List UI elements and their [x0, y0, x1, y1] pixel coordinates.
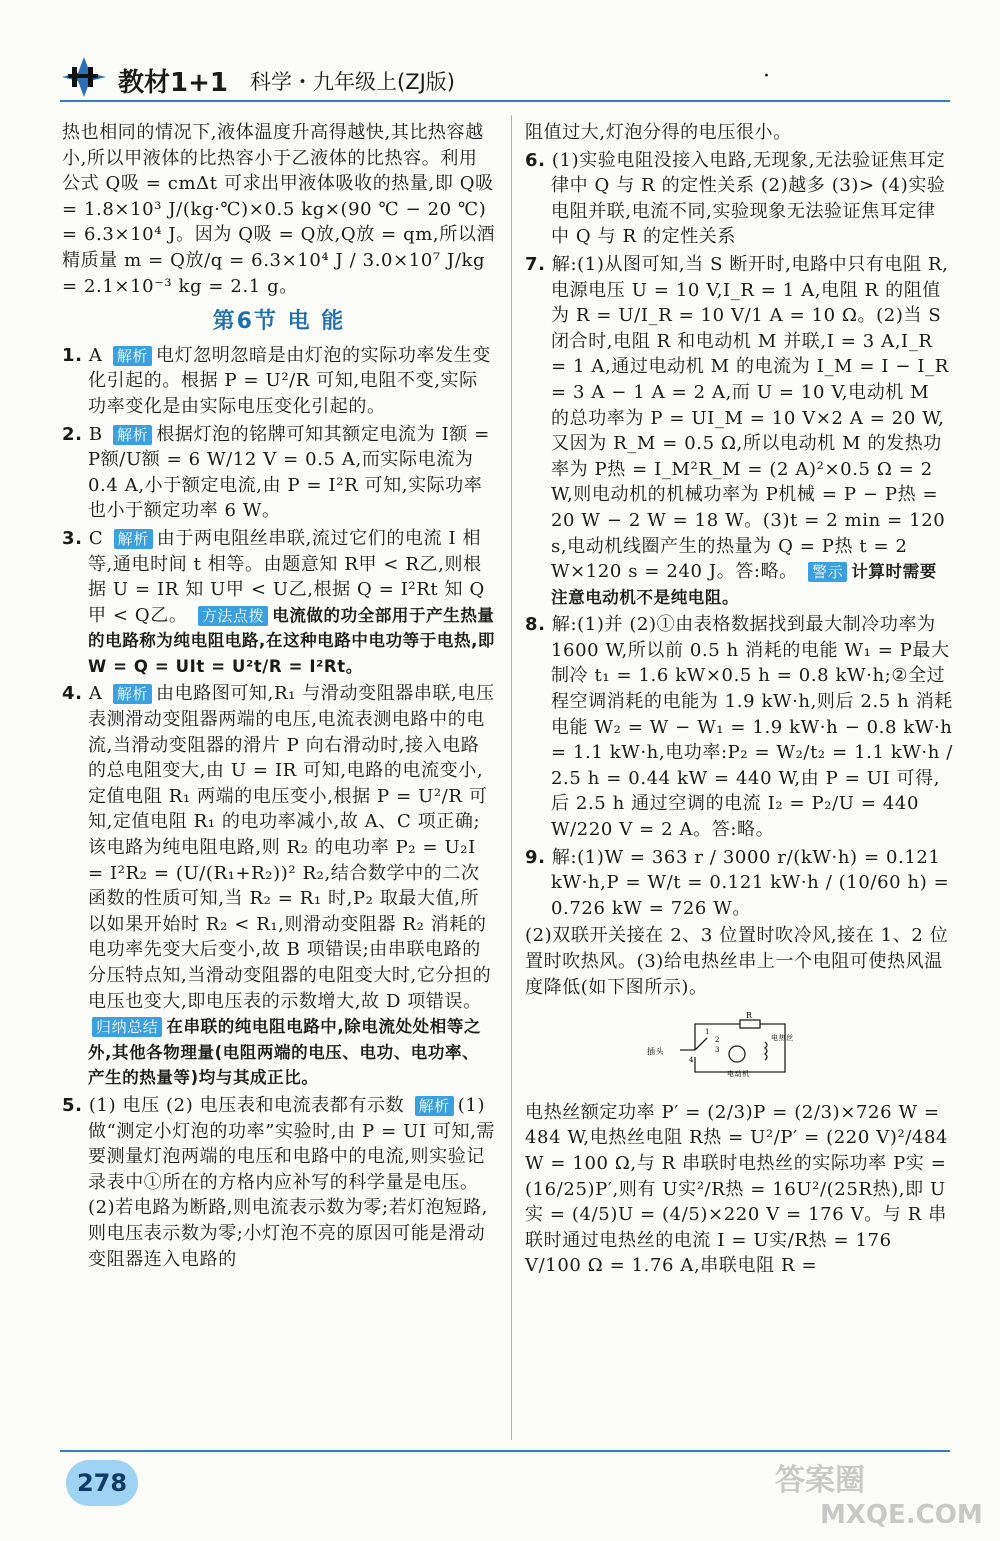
circuit-diagram [645, 1012, 805, 1082]
item-answer: B [88, 423, 103, 445]
footer-rule [60, 1450, 950, 1452]
item-text: (1)实验电阻没接入电路,无现象,无法验证焦耳定律中 Q 与 R 的定性关系 (2)越多 (3)> (4)实验电阻并联,电流不同,实验现象无法验证焦耳定律中 Q 与 R 的定性关系 [551, 149, 946, 248]
analysis-tag: 解析 [415, 1096, 454, 1116]
item-text: 解:(1)从图可知,当 S 断开时,电路中只有电阻 R,电源电压 U = 10 V,I_R = 1 A,电阻 R 的阻值为 R = U/I_R = 10 V/1 A = 10 Ω。(2)当 S 闭合时,电阻 R 和电动机 M 并联,I = 3 A,I_R = 1 A,通过电动机 M 的电流为 I_M = I − I_R = 3 A − 1 A = 2 A,而 U = 10 V,电动机 M 的总功率为 P = UI_M = 10 V×2 A = 20 W,又因为 R_M = 0.5 Ω,所以电动机 M 的发热功率为 P热 = I_M²R_M = (2 A)²×0.5 Ω = 2 W,则电动机的机械功率为 P机械 = P − P热 = 20 W − 2 W = 18 W。(3)t = 2 min = 120 s,电动机线圈产生的热量为 Q = P热 t = 2 W×120 s = 240 J。答:略。 [551, 253, 949, 583]
section-title: 第6节 电 能 [212, 309, 346, 335]
watermark-logo: 答案圈 [775, 1463, 865, 1498]
header-rule [60, 100, 950, 102]
terminal-2: 2 [715, 1036, 721, 1045]
book-logo-icon [60, 55, 108, 99]
label-motor: 电动机 [727, 1070, 750, 1079]
brand-name: 教材1+1 [118, 68, 228, 98]
label-r: R [746, 1012, 753, 1021]
item-number: 2. [62, 423, 83, 445]
item-text: 解:(1)并 (2)①由表格数据找到最大制冷功率为 1600 W,所以前 0.5 h 消耗的电能 W₁ = P最大制冷 t₁ = 1.6 kW×0.5 h = 0.8 kW·h;②全过程空调消耗的电能为 1.9 kW·h,则后 2.5 h 消耗电能 W₂ = W − W₁ = 1.9 kW·h − 0.8 kW·h = 1.1 kW·h,电功率:P₂ = W₂/t₂ = 1.1 kW·h / 2.5 h = 0.44 kW = 440 W,由 P = UI 可得,后 2.5 h 通过空调的电流 I₂ = P₂/U = 440 W/220 V = 2 A。答:略。 [551, 614, 953, 841]
analysis-tag: 解析 [113, 346, 152, 366]
header-dot: · [763, 64, 770, 89]
item-number: 7. [525, 253, 546, 275]
item-9-part-3: 电热丝额定功率 P′ = (2/3)P = (2/3)×726 W = 484 W,电热丝电阻 R热 = U²/P′ = (220 V)²/484 W = 100 Ω,与 R 串联时电热丝的实际功率 P实 = (16/25)P′,则有 U实²/R热 = 16U²/(25R热),即 U实 = (4/5)U = (4/5)×220 V = 176 V。与 R 串联时通过电热丝的电流 I = U实/R热 = 176 V/100 Ω = 1.76 A,串联电阻 R = [525, 1101, 949, 1277]
method-tag: 方法点拨 [198, 606, 268, 626]
item-answer: (1) 电压 (2) 电压表和电流表都有示数 [88, 1094, 405, 1116]
terminal-1: 1 [705, 1028, 711, 1037]
answer-item-4 [62, 681, 496, 1091]
item-number: 4. [62, 683, 83, 705]
item-number: 3. [62, 527, 83, 549]
left-column [62, 120, 496, 1274]
method-note: 电流做的功全部用于产生热量的电路称为纯电阻电路,在这种电路中电功等于电热,即 W = Q = UIt = U²t/R = I²Rt。 [88, 605, 496, 676]
answer-item-1 [62, 343, 496, 420]
terminal-4: 4 [689, 1056, 695, 1065]
item-text: 解:(1)W = 363 r / 3000 r/(kW·h) = 0.121 kW·h,P = W/t = 0.121 kW·h / (10/60 h) = 0.726 kW = 726 W。 [551, 846, 950, 919]
item-number: 1. [62, 344, 83, 366]
item-9-part-2: (2)双联开关接在 2、3 位置时吹冷风,接在 1、2 位置时吹热风。(3)给电热丝串上一个电阻可使热风温度降低(如下图所示)。 [525, 925, 949, 998]
label-plug: 插头 [647, 1047, 665, 1057]
warning-note: 计算时需要注意电动机不是纯电阻。 [551, 562, 937, 607]
answer-item-8 [525, 612, 953, 842]
warning-tag: 警示 [808, 562, 847, 582]
item-text: 电灯忽明忽暗是由灯泡的实际功率发生变化引起的。根据 P = U²/R 可知,电阻不变,实际功率变化是由实际电压变化引起的。 [88, 344, 491, 417]
answer-item-7 [525, 252, 953, 610]
label-heater: 电热丝 [771, 1034, 794, 1043]
continued-text: 阻值过大,灯泡分得的电压很小。 [525, 122, 792, 143]
item-answer: A [88, 344, 103, 366]
answer-item-6 [525, 148, 953, 250]
answer-item-3 [62, 526, 496, 680]
item-number: 5. [62, 1094, 83, 1116]
analysis-tag: 解析 [114, 529, 153, 549]
watermark-url: MXQE.COM [820, 1500, 983, 1530]
item-answer: A [88, 683, 103, 705]
item-answer: C [88, 527, 104, 549]
terminal-3: 3 [715, 1046, 721, 1055]
summary-note: 在串联的纯电阻电路中,除电流处处相等之外,其他各物理量(电阻两端的电压、电功、电功率、产生的热量等)均与其成正比。 [88, 1017, 482, 1088]
summary-tag: 归纳总结 [92, 1017, 162, 1037]
item-number: 6. [525, 149, 546, 171]
answer-item-5 [62, 1093, 496, 1272]
page-header [0, 0, 1000, 100]
page-number: 278 [66, 1460, 138, 1506]
column-divider [511, 115, 512, 1440]
continued-text: 热也相同的情况下,液体温度升高得越快,其比热容越小,所以甲液体的比热容小于乙液体的比热容。利用公式 Q吸 = cmΔt 可求出甲液体吸收的热量,即 Q吸 = 1.8×10³ J/(kg·℃)×0.5 kg×(90 ℃ − 20 ℃) = 6.3×10⁴ J。因为 Q吸 = Q放,Q放 = qm,所以酒精质量 m = Q放/q = 6.3×10⁴ J / 3.0×10⁷ J/kg = 2.1×10⁻³ kg = 2.1 g。 [62, 122, 496, 297]
item-text: (1)做“测定小灯泡的功率”实验时,由 P = UI 可知,需要测量灯泡两端的电压和电路中的电流,则实验记录表中①所在的方格内应补写的科学量是电压。(2)若电路为断路,则电流表示数为零;若灯泡短路,则电压表示数为零;小灯泡不亮的原因可能是滑动变阻器连入电路的 [88, 1094, 496, 1270]
book-title: 科学・九年级上(ZJ版) [250, 70, 455, 94]
analysis-tag: 解析 [113, 684, 152, 704]
item-text: 根据灯泡的铭牌可知其额定电流为 I额 = P额/U额 = 6 W/12 V = 0.5 A,而实际电流为 0.4 A,小于额定电流,由 P = I²R 可知,实际功率也小于额定功率 6 W。 [88, 423, 490, 522]
item-text: 由电路图可知,R₁ 与滑动变阻器串联,电压表测滑动变阻器两端的电压,电流表测电路中的电流,当滑动变阻器的滑片 P 向右滑动时,接入电路的总电阻变大,由 U = IR 可知,电路的电流变小,定值电阻 R₁ 两端的电压变小,根据 P = U²/R 可知,定值电阻 R₁ 的电功率减小,故 A、C 项正确;该电路为纯电阻电路,则 R₂ 的电功率 P₂ = U₂I = I²R₂ = (U/(R₁+R₂))² R₂,结合数学中的二次函数的性质可知,当 R₂ = R₁ 时,P₂ 取最大值,所以如果开始时 R₂ < R₁,则滑动变阻器 R₂ 消耗的电功率先变大后变小,故 B 项错误;由串联电路的分压特点知,当滑动变阻器的电阻变大时,它分担的电压也变大,即电压表的示数增大,故 D 项错误。 [88, 683, 495, 1012]
answer-item-9 [525, 845, 953, 922]
item-number: 9. [525, 846, 546, 868]
answer-item-2 [62, 422, 496, 524]
right-column [525, 120, 953, 1281]
item-text: 由于两电阻丝串联,流过它们的电流 I 相等,通电时间 t 相等。由题意知 R甲 < R乙,则根据 U = IR 知 U甲 < U乙,根据 Q = I²Rt 知 Q甲 < Q乙。 [88, 527, 485, 626]
item-number: 8. [525, 614, 546, 636]
analysis-tag: 解析 [113, 425, 152, 445]
